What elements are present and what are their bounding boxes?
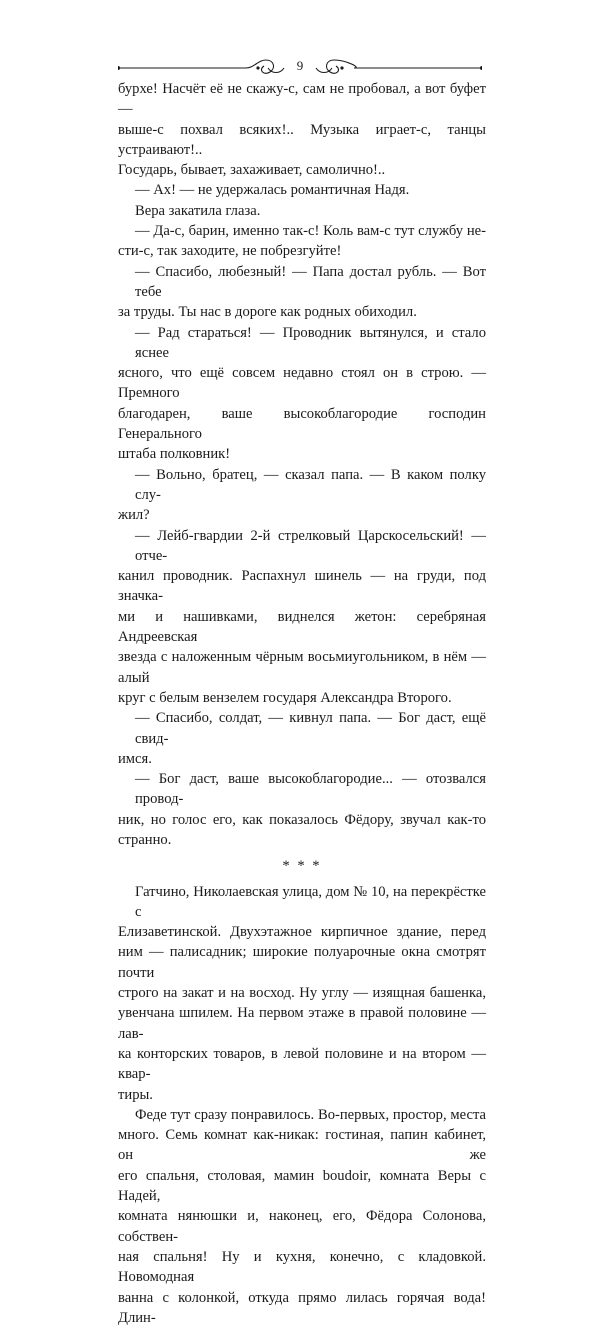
text-line: — Лейб-гвардии 2-й стрелковый Царскосельский! — отче- <box>135 527 486 564</box>
text-line: увенчана шпилем. На первом этаже в правой половине — лав- <box>118 1005 486 1042</box>
text-line: странно. <box>118 831 172 848</box>
text-line: благодарен, ваше высокоблагородие господин Генерального <box>118 405 486 443</box>
text-line: круг с белым вензелем государя Александра Второго. <box>118 689 452 706</box>
text-line: — Вольно, братец, — сказал папа. — В каком полку слу- <box>135 466 486 503</box>
text-line: Вера закатила глаза. <box>135 202 261 219</box>
text-line: тиры. <box>118 1086 153 1103</box>
page-number: 9 <box>296 58 304 73</box>
text-line: — Спасибо, солдат, — кивнул папа. — Бог даст, ещё свид- <box>135 710 486 747</box>
text-line: бурхе! Насчёт её не скажу-с, сам не пробовал, а вот буфет — <box>118 81 486 118</box>
text-line: имся. <box>118 750 152 767</box>
text-line: — Спасибо, любезный! — Папа достал рубль. — Вот тебе <box>135 263 486 300</box>
text-line: штаба полковник! <box>118 446 231 463</box>
text-line: много. Семь комнат как-никак: гостиная, папин кабинет, он же <box>118 1127 486 1164</box>
text-line: канил проводник. Распахнул шинель — на груди, под значка- <box>118 568 486 605</box>
text-line: ник, но голос его, как показалось Фёдору, звучал как-то <box>118 811 486 828</box>
text-line: выше-с похвал всяких!.. Музыка играет-с, танцы устраивают!.. <box>118 121 486 158</box>
body-text <box>118 79 486 1328</box>
text-line: ми и нашивками, виднелся жетон: серебряная Андреевская <box>118 608 486 646</box>
text-line: ная спальня! Ну и кухня, конечно, с кладовкой. Новомодная <box>118 1248 486 1286</box>
text-line: сти-с, так заходите, не побрезгуйте! <box>118 243 342 260</box>
text-line: за труды. Ты нас в дороге как родных обиходил. <box>118 304 417 321</box>
text-line: ка конторских товаров, в левой половине и на втором — квар- <box>118 1045 486 1083</box>
text-line: ним — палисадник; широкие полуарочные окна смотрят почти <box>118 944 486 981</box>
section-separator: * * * <box>282 858 322 875</box>
text-line: Государь, бывает, захаживает, самолично!.. <box>118 162 386 179</box>
text-line: Гатчино, Николаевская улица, дом № 10, на перекрёстке с <box>135 883 486 920</box>
text-line: жил? <box>118 507 150 524</box>
text-line: — Ах! — не удержалась романтичная Надя. <box>135 182 410 199</box>
text-line: комната нянюшки и, наконец, его, Фёдора Солонова, собствен- <box>118 1208 486 1245</box>
text-line: — Бог даст, ваше высокоблагородие... — отозвался провод- <box>135 771 486 808</box>
text-line: ясного, что ещё совсем недавно стоял он в строю. — Премного <box>118 365 486 402</box>
text-line: звезда с наложенным чёрным восьмиугольником, в нём — алый <box>118 649 486 686</box>
text-line: Елизаветинской. Двухэтажное кирпичное здание, перед <box>118 924 486 941</box>
text-line: Феде тут сразу понравилось. Во-первых, простор, места <box>135 1106 486 1123</box>
text-line: — Да-с, барин, именно так-с! Коль вам-с тут службу не- <box>135 223 486 240</box>
text-line: — Рад стараться! — Проводник вытянулся, и стало яснее <box>135 324 486 361</box>
text-line: ванна с колонкой, откуда прямо лилась горячая вода! Длин- <box>118 1289 486 1326</box>
text-line: его спальня, столовая, мамин boudoir, комната Веры с Надей, <box>118 1167 486 1205</box>
text-line: строго на закат и на восход. Ну углу — изящная башенка, <box>118 985 486 1002</box>
